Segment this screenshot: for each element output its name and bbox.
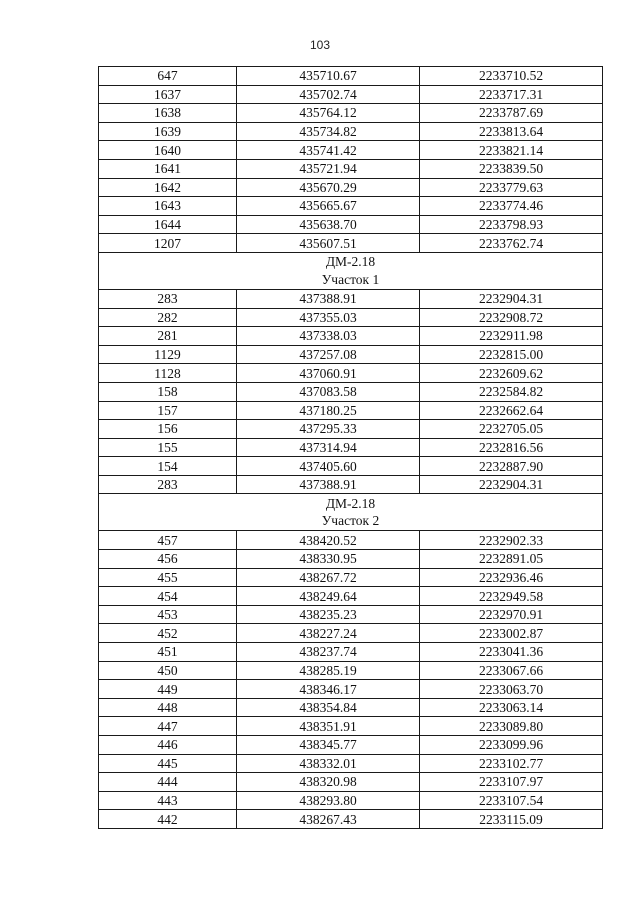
x-coordinate-cell: 437405.60	[237, 457, 420, 476]
point-number-cell: 454	[99, 587, 237, 606]
point-number-cell: 447	[99, 717, 237, 736]
point-number-cell: 453	[99, 605, 237, 624]
point-number-cell: 1129	[99, 345, 237, 364]
y-coordinate-cell: 2233107.97	[420, 773, 603, 792]
point-number-cell: 158	[99, 382, 237, 401]
table-row	[99, 438, 603, 457]
section-header-cell	[99, 252, 603, 289]
x-coordinate-cell: 437314.94	[237, 438, 420, 457]
point-number-cell: 449	[99, 680, 237, 699]
table-row	[99, 308, 603, 327]
table-row	[99, 736, 603, 755]
section-header-row	[99, 494, 603, 531]
page-number: 103	[309, 38, 331, 52]
x-coordinate-cell: 435764.12	[237, 104, 420, 123]
table-row	[99, 159, 603, 178]
section-header-row	[99, 252, 603, 289]
x-coordinate-cell: 438267.72	[237, 568, 420, 587]
table-row	[99, 624, 603, 643]
y-coordinate-cell: 2233115.09	[420, 810, 603, 829]
table-row	[99, 791, 603, 810]
table-row	[99, 215, 603, 234]
table-row	[99, 382, 603, 401]
point-number-cell: 154	[99, 457, 237, 476]
table-row	[99, 85, 603, 104]
y-coordinate-cell: 2233063.14	[420, 698, 603, 717]
y-coordinate-cell: 2232662.64	[420, 401, 603, 420]
point-number-cell: 1637	[99, 85, 237, 104]
x-coordinate-cell: 437338.03	[237, 327, 420, 346]
point-number-cell: 451	[99, 643, 237, 662]
y-coordinate-cell: 2232816.56	[420, 438, 603, 457]
point-number-cell: 283	[99, 289, 237, 308]
x-coordinate-cell: 438346.17	[237, 680, 420, 699]
y-coordinate-cell: 2233041.36	[420, 643, 603, 662]
table-row	[99, 67, 603, 86]
y-coordinate-cell: 2233067.66	[420, 661, 603, 680]
y-coordinate-cell: 2233774.46	[420, 197, 603, 216]
x-coordinate-cell: 435721.94	[237, 159, 420, 178]
table-row	[99, 661, 603, 680]
point-number-cell: 1639	[99, 122, 237, 141]
x-coordinate-cell: 435638.70	[237, 215, 420, 234]
point-number-cell: 155	[99, 438, 237, 457]
point-number-cell: 281	[99, 327, 237, 346]
y-coordinate-cell: 2232949.58	[420, 587, 603, 606]
coordinates-table	[98, 66, 603, 829]
y-coordinate-cell: 2233107.54	[420, 791, 603, 810]
table-row	[99, 104, 603, 123]
point-number-cell: 282	[99, 308, 237, 327]
point-number-cell: 442	[99, 810, 237, 829]
table-row	[99, 234, 603, 253]
x-coordinate-cell: 437388.91	[237, 289, 420, 308]
y-coordinate-cell: 2232902.33	[420, 531, 603, 550]
x-coordinate-cell: 438351.91	[237, 717, 420, 736]
x-coordinate-cell: 437180.25	[237, 401, 420, 420]
x-coordinate-cell: 438293.80	[237, 791, 420, 810]
point-number-cell: 456	[99, 550, 237, 569]
point-number-cell: 156	[99, 420, 237, 439]
table-row	[99, 605, 603, 624]
table-row	[99, 420, 603, 439]
point-number-cell: 457	[99, 531, 237, 550]
table-row	[99, 568, 603, 587]
x-coordinate-cell: 438227.24	[237, 624, 420, 643]
point-number-cell: 1643	[99, 197, 237, 216]
y-coordinate-cell: 2233821.14	[420, 141, 603, 160]
point-number-cell: 443	[99, 791, 237, 810]
point-number-cell: 1207	[99, 234, 237, 253]
x-coordinate-cell: 435734.82	[237, 122, 420, 141]
x-coordinate-cell: 438345.77	[237, 736, 420, 755]
table-row	[99, 550, 603, 569]
x-coordinate-cell: 438249.64	[237, 587, 420, 606]
x-coordinate-cell: 438235.23	[237, 605, 420, 624]
y-coordinate-cell: 2232911.98	[420, 327, 603, 346]
y-coordinate-cell: 2232904.31	[420, 289, 603, 308]
y-coordinate-cell: 2233099.96	[420, 736, 603, 755]
table-row	[99, 773, 603, 792]
x-coordinate-cell: 435665.67	[237, 197, 420, 216]
point-number-cell: 283	[99, 475, 237, 494]
table-row	[99, 754, 603, 773]
y-coordinate-cell: 2233102.77	[420, 754, 603, 773]
point-number-cell: 1644	[99, 215, 237, 234]
table-row	[99, 327, 603, 346]
x-coordinate-cell: 435607.51	[237, 234, 420, 253]
x-coordinate-cell: 438267.43	[237, 810, 420, 829]
x-coordinate-cell: 437257.08	[237, 345, 420, 364]
table-row	[99, 643, 603, 662]
y-coordinate-cell: 2233813.64	[420, 122, 603, 141]
point-number-cell: 452	[99, 624, 237, 643]
table-row	[99, 401, 603, 420]
table-row	[99, 457, 603, 476]
table-row	[99, 717, 603, 736]
y-coordinate-cell: 2233089.80	[420, 717, 603, 736]
x-coordinate-cell: 437295.33	[237, 420, 420, 439]
x-coordinate-cell: 438237.74	[237, 643, 420, 662]
table-row	[99, 141, 603, 160]
table-row	[99, 364, 603, 383]
point-number-cell: 1128	[99, 364, 237, 383]
point-number-cell: 445	[99, 754, 237, 773]
y-coordinate-cell: 2233710.52	[420, 67, 603, 86]
x-coordinate-cell: 437355.03	[237, 308, 420, 327]
table-row	[99, 197, 603, 216]
y-coordinate-cell: 2232887.90	[420, 457, 603, 476]
y-coordinate-cell: 2232908.72	[420, 308, 603, 327]
y-coordinate-cell: 2232705.05	[420, 420, 603, 439]
x-coordinate-cell: 437083.58	[237, 382, 420, 401]
y-coordinate-cell: 2233762.74	[420, 234, 603, 253]
x-coordinate-cell: 435702.74	[237, 85, 420, 104]
coordinates-table-body	[99, 67, 603, 829]
point-number-cell: 455	[99, 568, 237, 587]
table-row	[99, 698, 603, 717]
x-coordinate-cell: 435670.29	[237, 178, 420, 197]
table-row	[99, 587, 603, 606]
section-subheading: Участок 2	[321, 513, 380, 529]
table-row	[99, 531, 603, 550]
table-row	[99, 178, 603, 197]
point-number-cell: 157	[99, 401, 237, 420]
y-coordinate-cell: 2232584.82	[420, 382, 603, 401]
y-coordinate-cell: 2232970.91	[420, 605, 603, 624]
table-row	[99, 680, 603, 699]
point-number-cell: 448	[99, 698, 237, 717]
section-subheading: Участок 1	[321, 271, 380, 287]
point-number-cell: 450	[99, 661, 237, 680]
section-heading: ДМ-2.18	[325, 495, 376, 511]
table-row	[99, 289, 603, 308]
y-coordinate-cell: 2233717.31	[420, 85, 603, 104]
x-coordinate-cell: 438285.19	[237, 661, 420, 680]
y-coordinate-cell: 2233063.70	[420, 680, 603, 699]
point-number-cell: 444	[99, 773, 237, 792]
table-row	[99, 122, 603, 141]
x-coordinate-cell: 438354.84	[237, 698, 420, 717]
y-coordinate-cell: 2233798.93	[420, 215, 603, 234]
point-number-cell: 1640	[99, 141, 237, 160]
x-coordinate-cell: 438420.52	[237, 531, 420, 550]
x-coordinate-cell: 438320.98	[237, 773, 420, 792]
x-coordinate-cell: 438330.95	[237, 550, 420, 569]
table-row	[99, 475, 603, 494]
y-coordinate-cell: 2232891.05	[420, 550, 603, 569]
x-coordinate-cell: 435741.42	[237, 141, 420, 160]
y-coordinate-cell: 2232609.62	[420, 364, 603, 383]
x-coordinate-cell: 438332.01	[237, 754, 420, 773]
table-row	[99, 345, 603, 364]
y-coordinate-cell: 2233787.69	[420, 104, 603, 123]
y-coordinate-cell: 2233779.63	[420, 178, 603, 197]
y-coordinate-cell: 2233002.87	[420, 624, 603, 643]
point-number-cell: 1641	[99, 159, 237, 178]
y-coordinate-cell: 2232904.31	[420, 475, 603, 494]
x-coordinate-cell: 435710.67	[237, 67, 420, 86]
section-heading: ДМ-2.18	[325, 254, 376, 270]
x-coordinate-cell: 437388.91	[237, 475, 420, 494]
point-number-cell: 1638	[99, 104, 237, 123]
section-header-cell	[99, 494, 603, 531]
y-coordinate-cell: 2232936.46	[420, 568, 603, 587]
x-coordinate-cell: 437060.91	[237, 364, 420, 383]
point-number-cell: 1642	[99, 178, 237, 197]
table-row	[99, 810, 603, 829]
y-coordinate-cell: 2233839.50	[420, 159, 603, 178]
point-number-cell: 647	[99, 67, 237, 86]
point-number-cell: 446	[99, 736, 237, 755]
y-coordinate-cell: 2232815.00	[420, 345, 603, 364]
